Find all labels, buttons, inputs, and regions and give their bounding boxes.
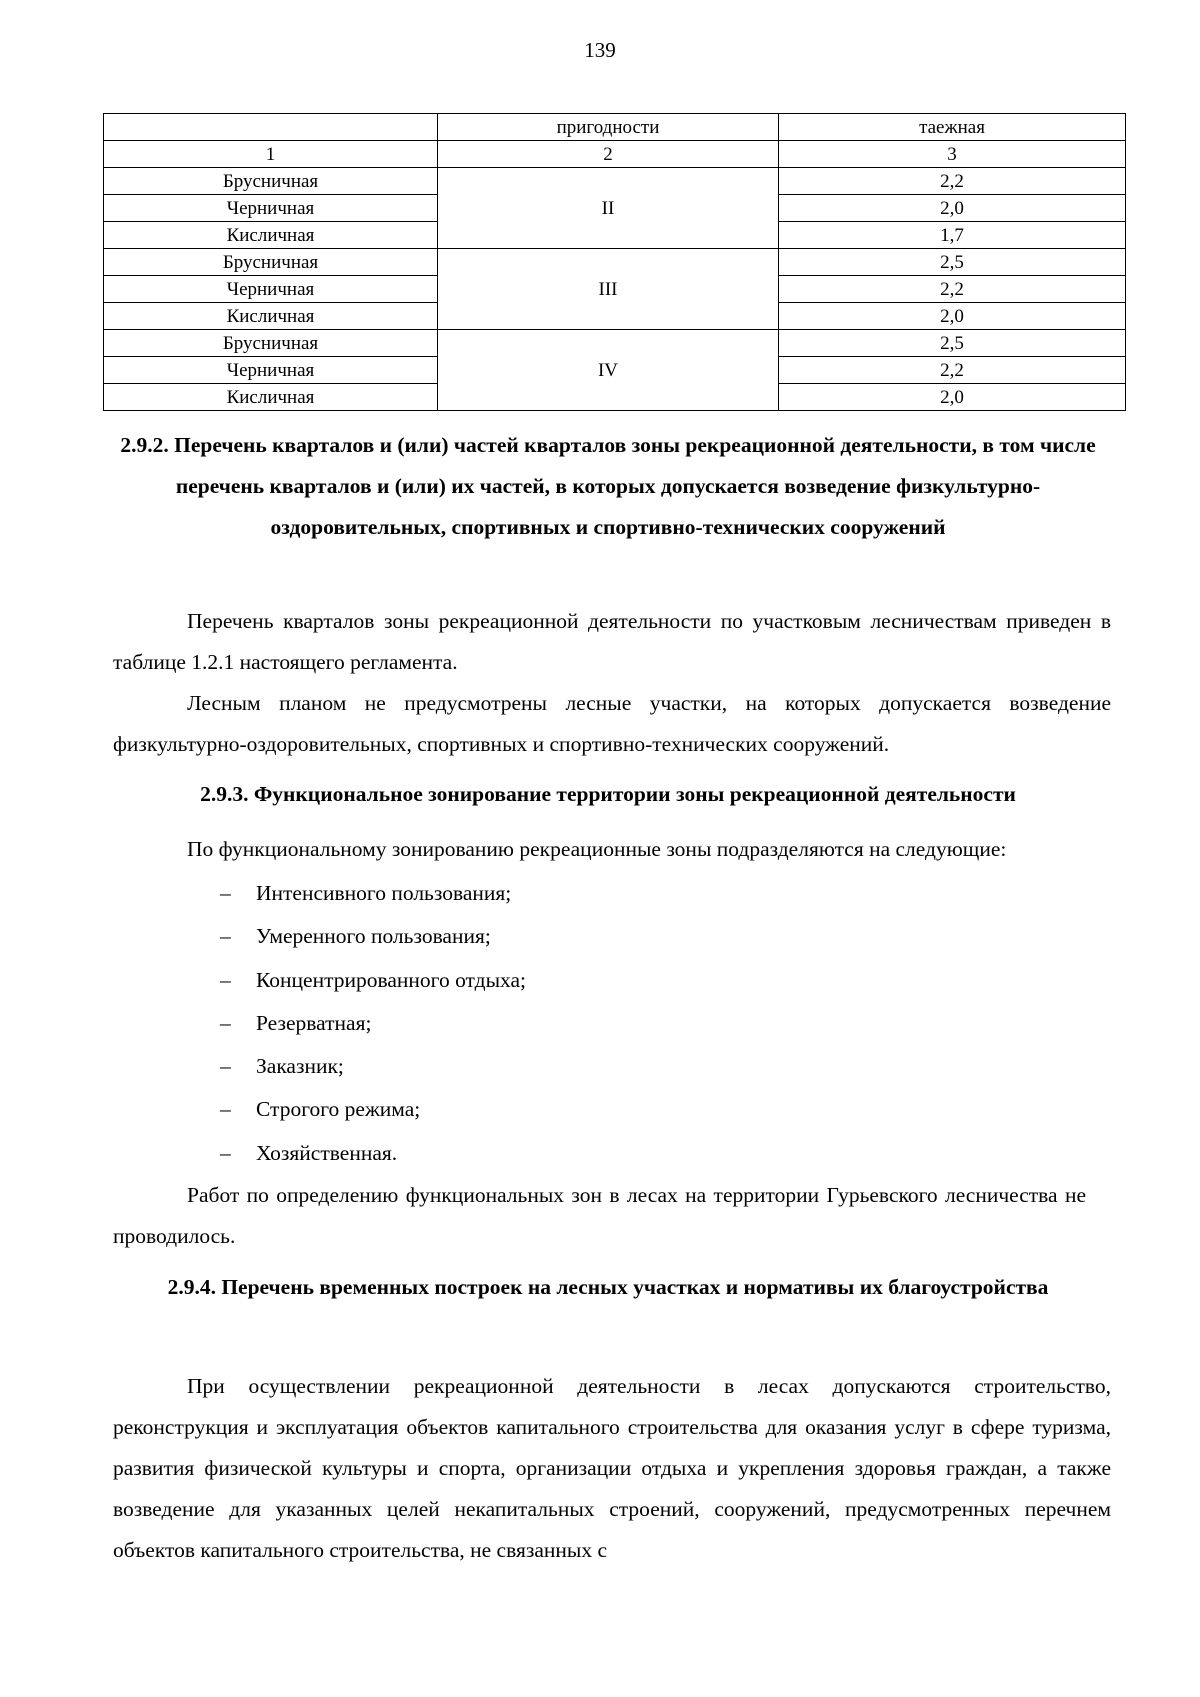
list-item [113, 959, 526, 1002]
table-cell: 2,0 [779, 384, 1126, 411]
table-cell: Кисличная [104, 303, 438, 330]
section-292-paragraph-2: Лесным планом не предусмотрены лесные участки, на которых допускается возведение физкультурно-оздоровительных, спортивных и спортивно-технических сооружений. [113, 691, 1111, 756]
list-item-text: Строгого режима; [256, 1097, 421, 1122]
dash-marker: – [220, 1097, 231, 1122]
table-header-row [104, 114, 1126, 141]
table-cell: 2,5 [779, 249, 1126, 276]
section-293-intro: По функциональному зонированию рекреационные зоны подразделяются на следующие: [187, 837, 1007, 861]
list-item-text: Концентрированного отдыха; [256, 967, 527, 992]
table-row [104, 249, 1126, 276]
table-cell [104, 114, 438, 141]
section-293-closing: Работ по определению функциональных зон в лесах на территории Гурьевского лесничества не проводилось. [113, 1183, 1086, 1248]
class-cell: III [438, 249, 779, 330]
list-item [113, 1002, 526, 1045]
table-cell: 2,0 [779, 303, 1126, 330]
table-cell: 2,2 [779, 276, 1126, 303]
table-cell: 2,2 [779, 357, 1126, 384]
table-cell: 1,7 [779, 222, 1126, 249]
table-cell: Брусничная [104, 249, 438, 276]
dash-marker: – [220, 881, 231, 905]
dash-marker: – [220, 1010, 231, 1035]
table-cell: 2,5 [779, 330, 1126, 357]
list-item-text: Заказник; [256, 1054, 344, 1079]
class-cell: IV [438, 330, 779, 411]
zone-list [113, 872, 526, 1175]
table-row [104, 330, 1126, 357]
list-item [113, 1132, 526, 1175]
dash-marker: – [220, 967, 231, 992]
table-cell: 3 [779, 141, 1126, 168]
table-cell: Черничная [104, 276, 438, 303]
list-item [113, 915, 526, 958]
list-item-text: Хозяйственная. [256, 1140, 398, 1165]
section-293-heading: 2.9.3. Функциональное зонирование территории зоны рекреационной деятельности [200, 782, 1016, 806]
table-cell: 2 [438, 141, 779, 168]
page-number: 139 [584, 38, 616, 62]
list-item [113, 872, 526, 915]
table-cell: Кисличная [104, 222, 438, 249]
section-292-heading: 2.9.2. Перечень кварталов и (или) частей кварталов зоны рекреационной деятельности, в том числе перечень кварталов и (или) их частей, в которых допускается возведение физкультурно-оздоровительных, спортивных и спортивно-технических сооружений [120, 433, 1096, 539]
table-row [104, 168, 1126, 195]
section-292-paragraph-1: Перечень кварталов зоны рекреационной деятельности по участковым лесничествам приведен в таблице 1.2.1 настоящего регламента. [113, 609, 1111, 674]
dash-marker: – [220, 1140, 231, 1165]
table-cell: 2,2 [779, 168, 1126, 195]
list-item [113, 1088, 526, 1131]
table-cell: пригодности [438, 114, 779, 141]
dash-marker: – [220, 1054, 231, 1079]
section-294-heading: 2.9.4. Перечень временных построек на лесных участках и нормативы их благоустройства [167, 1275, 1049, 1299]
table-cell: Брусничная [104, 330, 438, 357]
table-number-row [104, 141, 1126, 168]
class-cell: II [438, 168, 779, 249]
list-item-text: Умеренного пользования; [256, 924, 491, 949]
data-table [103, 113, 1126, 411]
table-cell: таежная [779, 114, 1126, 141]
table-cell: Черничная [104, 357, 438, 384]
table-cell: 2,0 [779, 195, 1126, 222]
section-294-paragraph: При осуществлении рекреационной деятельности в лесах допускаются строительство, реконструкция и эксплуатация объектов капитального строительства для оказания услуг в сфере туризма, развития физической культуры и спорта, организации отдыха и укрепления здоровья граждан, а также возведение для указанных целей некапитальных строений, сооружений, предусмотренных перечнем объектов капитального строительства, не связанных с [113, 1374, 1111, 1562]
table-cell: Брусничная [104, 168, 438, 195]
dash-marker: – [220, 924, 231, 949]
table-cell: 1 [104, 141, 438, 168]
list-item-text: Резерватная; [256, 1010, 372, 1035]
table-cell: Кисличная [104, 384, 438, 411]
list-item-text: Интенсивного пользования; [256, 881, 512, 905]
table-cell: Черничная [104, 195, 438, 222]
list-item [113, 1045, 526, 1088]
